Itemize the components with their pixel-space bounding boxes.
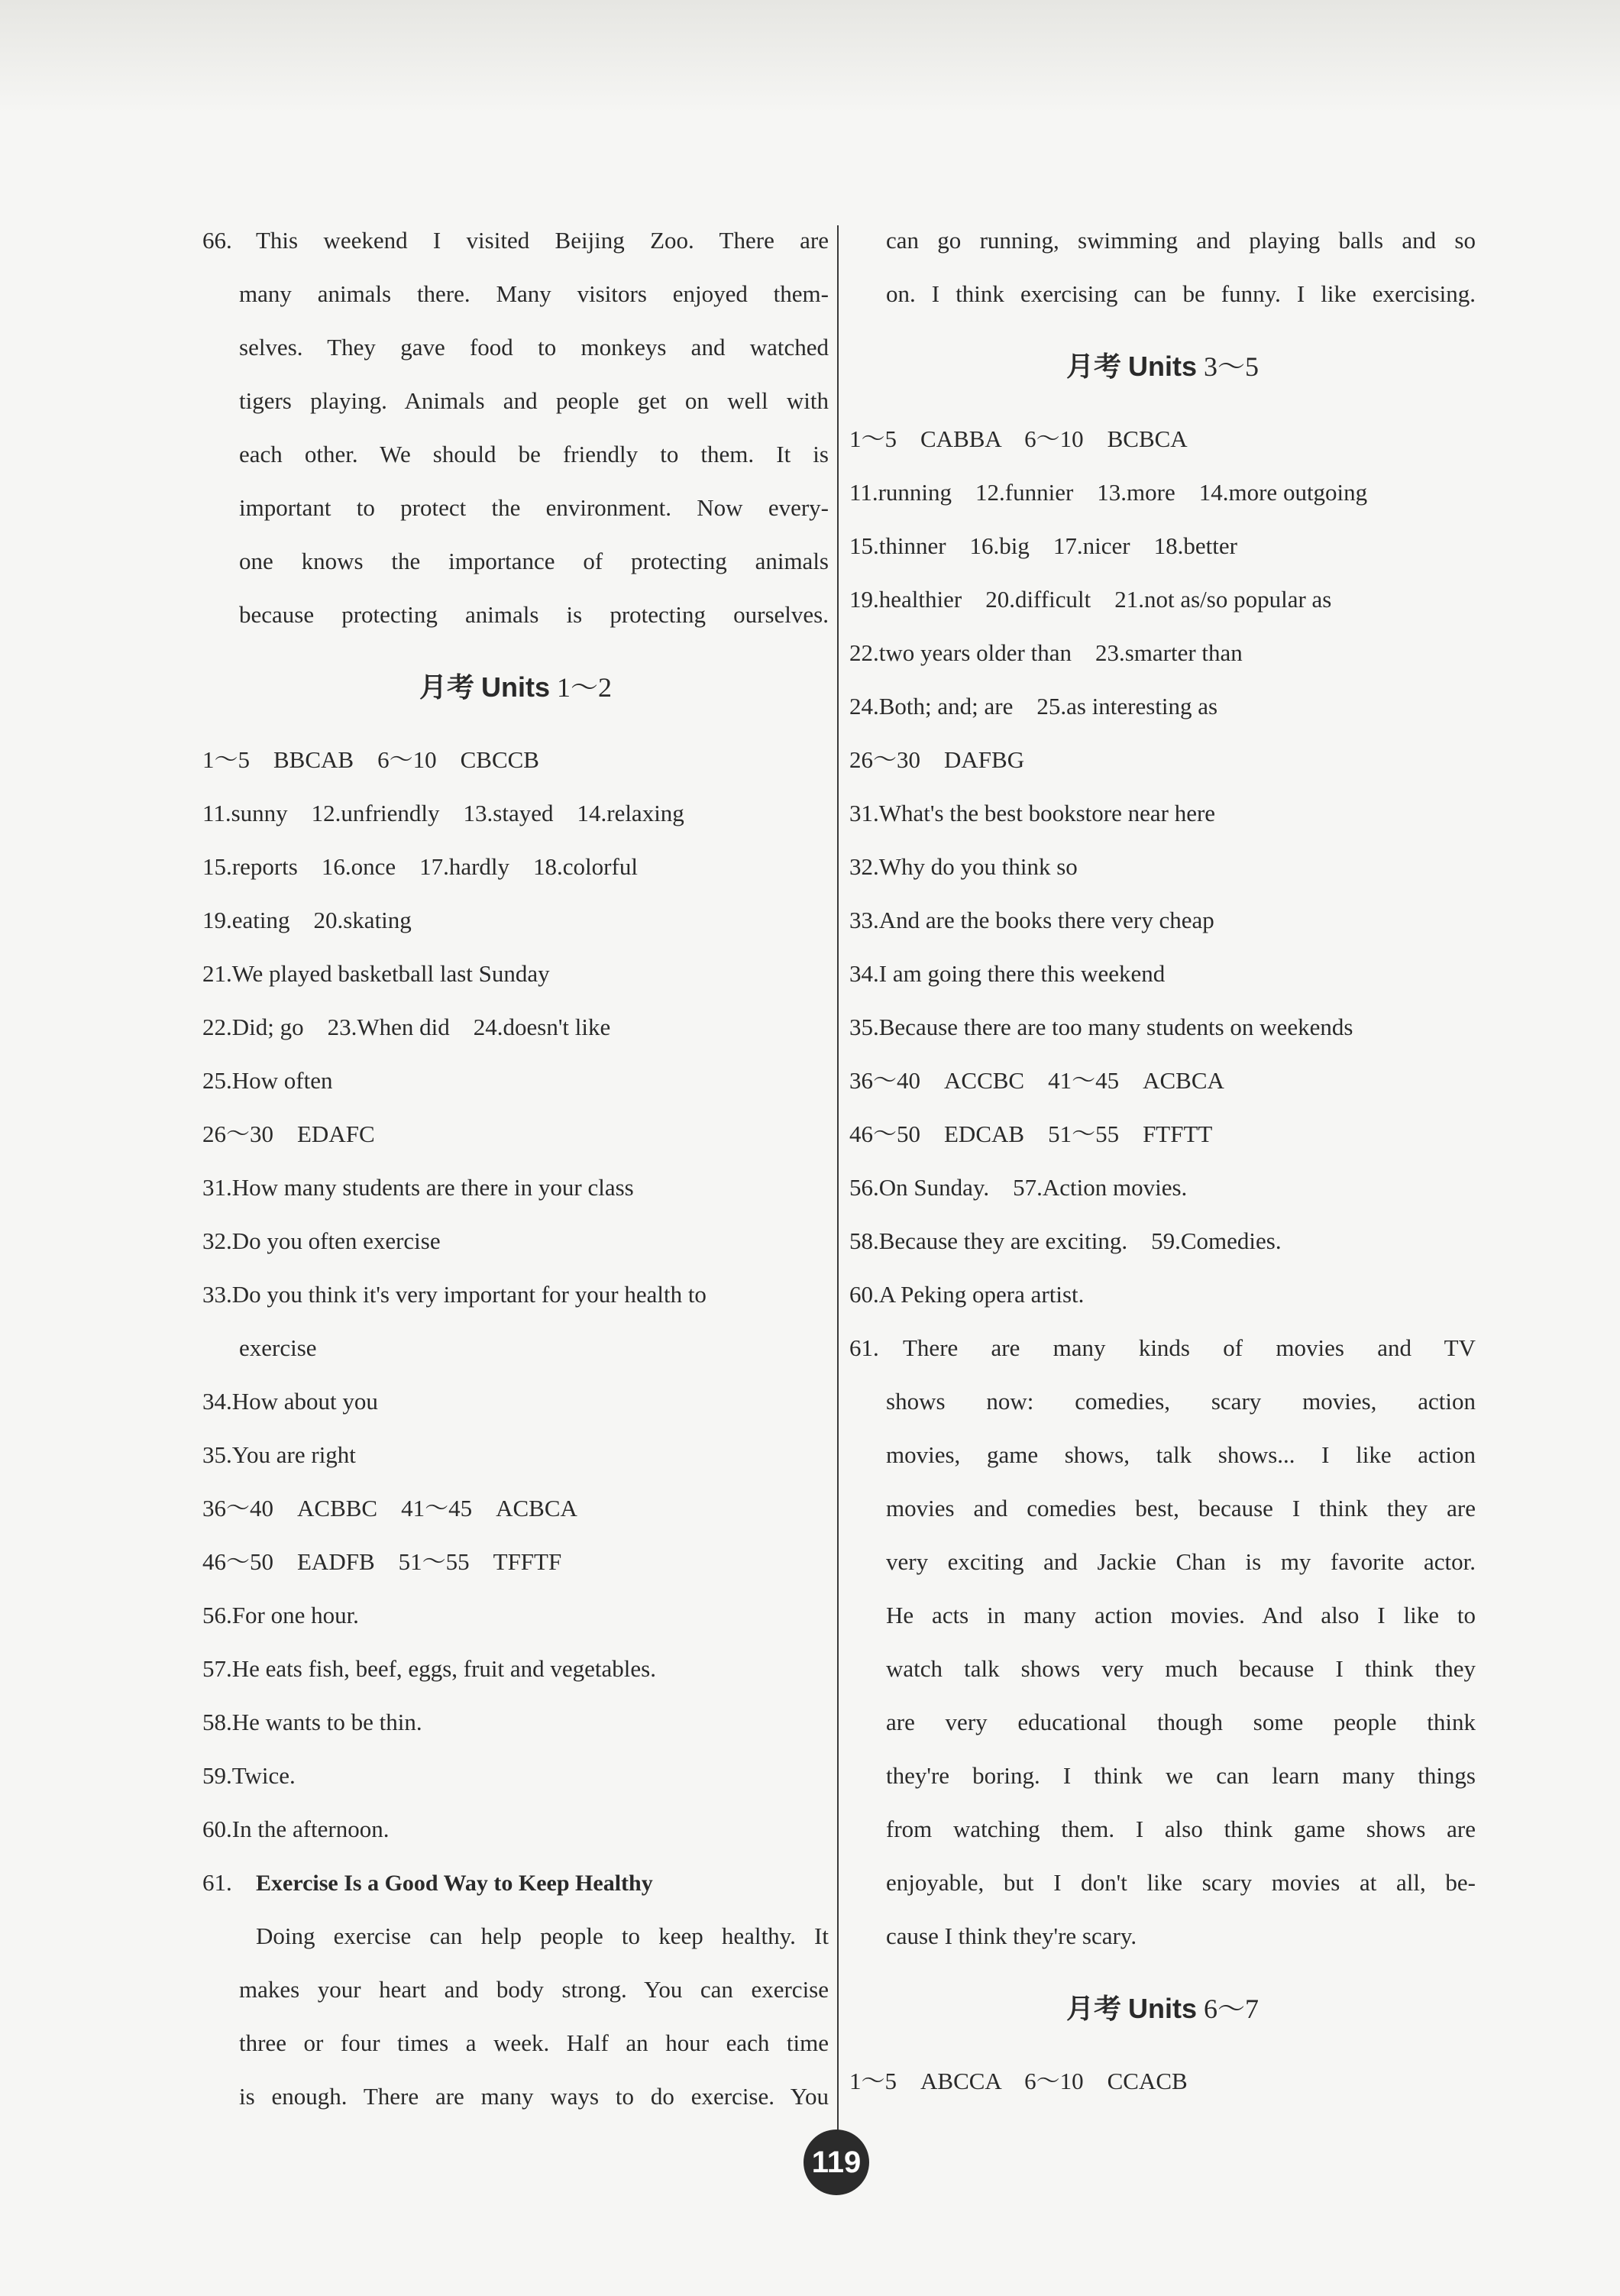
- answer-line: 1～5 ABCCA 6～10 CCACB: [849, 2068, 1188, 2094]
- scan-shadow: [0, 0, 1620, 115]
- answer-line: 15.reports 16.once 17.hardly 18.colorful: [202, 853, 638, 880]
- essay-line: shows now: comedies, scary movies, action: [886, 1388, 1476, 1415]
- answer-line: 19.eating 20.skating: [202, 907, 412, 933]
- q66-line: each other. We should be friendly to them. It is: [239, 441, 829, 467]
- essay-line: movies and comedies best, because I think they are: [886, 1495, 1476, 1522]
- section-title-units-6-7: 月考 Units 6～7: [1065, 1993, 1259, 2024]
- essay-line: Doing exercise can help people to keep healthy. It: [256, 1922, 829, 1949]
- answer-line: 19.healthier 20.difficult 21.not as/so popular as: [849, 586, 1332, 613]
- answer-line: exercise: [239, 1334, 317, 1361]
- answer-line: 22.two years older than 23.smarter than: [849, 639, 1243, 666]
- answer-line: 35.You are right: [202, 1441, 356, 1468]
- essay-line: can go running, swimming and playing balls and so: [886, 227, 1476, 254]
- answer-line: 46～50 EDCAB 51～55 FTFTT: [849, 1121, 1213, 1147]
- q66-line: because protecting animals is protecting ourselves.: [239, 601, 829, 628]
- essay-line: very exciting and Jackie Chan is my favorite actor.: [886, 1548, 1476, 1575]
- answer-line: 36～40 ACCBC 41～45 ACBCA: [849, 1067, 1224, 1094]
- answer-line: 57.He eats fish, beef, eggs, fruit and vegetables.: [202, 1655, 656, 1682]
- answer-line: 36～40 ACBBC 41～45 ACBCA: [202, 1495, 577, 1522]
- answer-line: 58.Because they are exciting. 59.Comedies.: [849, 1227, 1282, 1254]
- essay-line: cause I think they're scary.: [886, 1922, 1137, 1949]
- q61-title-line: 61. Exercise Is a Good Way to Keep Healthy: [202, 1869, 653, 1896]
- answer-line: 1～5 CABBA 6～10 BCBCA: [849, 425, 1188, 452]
- section-title-units-1-2: 月考 Units 1～2: [419, 671, 613, 703]
- essay-line: He acts in many action movies. And also I like to: [886, 1602, 1476, 1628]
- q66-line: many animals there. Many visitors enjoyed them-: [239, 280, 829, 307]
- essay-line: from watching them. I also think game shows are: [886, 1816, 1476, 1842]
- column-divider: [837, 225, 839, 2135]
- answer-line: 60.In the afternoon.: [202, 1816, 390, 1842]
- answer-line: 15.thinner 16.big 17.nicer 18.better: [849, 532, 1237, 559]
- essay-line: is enough. There are many ways to do exercise. You: [239, 2083, 829, 2110]
- answer-line: 32.Do you often exercise: [202, 1227, 441, 1254]
- answer-line: 56.For one hour.: [202, 1602, 359, 1628]
- q61-line: 61. There are many kinds of movies and TV: [849, 1334, 1476, 1361]
- answer-line: 11.sunny 12.unfriendly 13.stayed 14.relaxing: [202, 800, 684, 826]
- essay-line: three or four times a week. Half an hour each time: [239, 2029, 829, 2056]
- answer-line: 32.Why do you think so: [849, 853, 1078, 880]
- answer-line: 34.I am going there this weekend: [849, 960, 1166, 987]
- answer-line: 24.Both; and; are 25.as interesting as: [849, 693, 1218, 720]
- q66-line: tigers playing. Animals and people get on well with: [239, 387, 829, 414]
- answer-line: 26～30 DAFBG: [849, 746, 1025, 773]
- q66-line: 66. This weekend I visited Beijing Zoo. There are: [202, 227, 829, 254]
- answer-line: 35.Because there are too many students on weekends: [849, 1014, 1353, 1040]
- answer-line: 26～30 EDAFC: [202, 1121, 375, 1147]
- essay-line: they're boring. I think we can learn many things: [886, 1762, 1476, 1789]
- answer-line: 31.How many students are there in your class: [202, 1174, 634, 1201]
- essay-line: enjoyable, but I don't like scary movies at all, be-: [886, 1869, 1476, 1896]
- answer-line: 22.Did; go 23.When did 24.doesn't like: [202, 1014, 611, 1040]
- essay-line: makes your heart and body strong. You can exercise: [239, 1976, 829, 2003]
- q66-line: important to protect the environment. Now every-: [239, 494, 829, 521]
- answer-line: 33.And are the books there very cheap: [849, 907, 1214, 933]
- q66-line: one knows the importance of protecting animals: [239, 548, 829, 574]
- answer-line: 33.Do you think it's very important for your health to: [202, 1281, 707, 1308]
- essay-line: watch talk shows very much because I think they: [886, 1655, 1476, 1682]
- answer-line: 60.A Peking opera artist.: [849, 1281, 1085, 1308]
- answer-line: 31.What's the best bookstore near here: [849, 800, 1216, 826]
- answer-line: 11.running 12.funnier 13.more 14.more outgoing: [849, 479, 1368, 506]
- right-column: [849, 214, 1476, 2108]
- left-column: [202, 214, 829, 2123]
- answer-line: 34.How about you: [202, 1388, 378, 1415]
- answer-line: 21.We played basketball last Sunday: [202, 960, 550, 987]
- page-number-badge: 119: [804, 2129, 869, 2195]
- answer-line: 56.On Sunday. 57.Action movies.: [849, 1174, 1188, 1201]
- answer-line: 25.How often: [202, 1067, 333, 1094]
- answer-line: 46～50 EADFB 51～55 TFFTF: [202, 1548, 562, 1575]
- essay-line: are very educational though some people think: [886, 1709, 1476, 1735]
- answer-line: 58.He wants to be thin.: [202, 1709, 422, 1735]
- essay-line: movies, game shows, talk shows... I like action: [886, 1441, 1476, 1468]
- q66-line: selves. They gave food to monkeys and watched: [239, 334, 829, 361]
- answer-line: 1～5 BBCAB 6～10 CBCCB: [202, 746, 539, 773]
- section-title-units-3-5: 月考 Units 3～5: [1065, 351, 1259, 382]
- essay-title: Exercise Is a Good Way to Keep Healthy: [256, 1871, 653, 1896]
- essay-line: on. I think exercising can be funny. I like exercising.: [886, 280, 1476, 307]
- answer-line: 59.Twice.: [202, 1762, 296, 1789]
